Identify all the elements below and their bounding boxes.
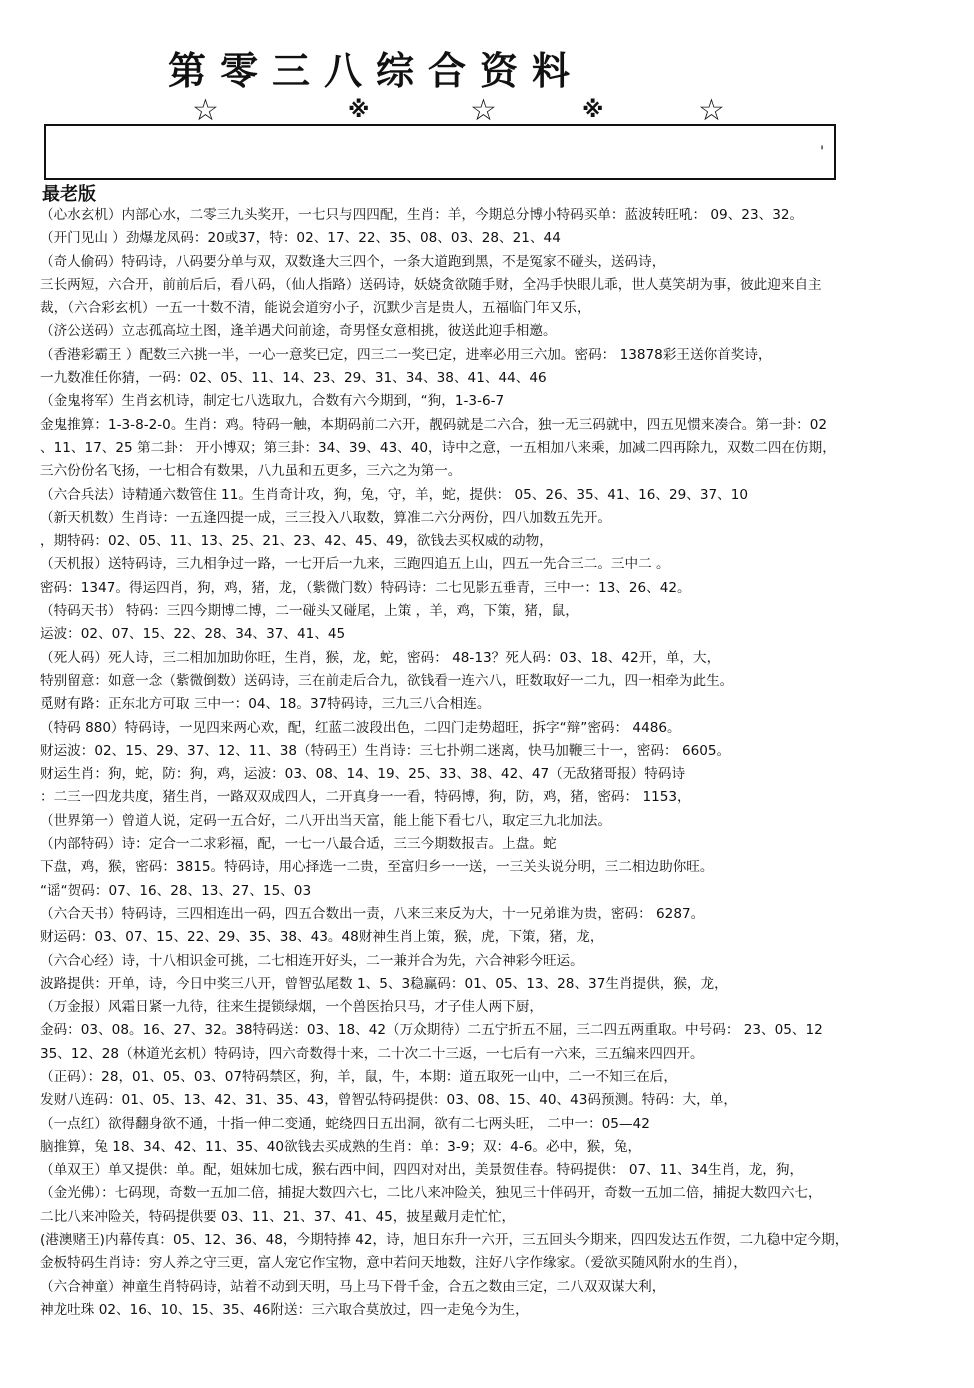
content-line: 觅财有路：正东北方可取 三中一：04、18。37特码诗，三九三八合相连。 — [40, 696, 491, 713]
content-line: 35、12、28（林道光玄机）特码诗，四六奇数得十来，二十次二十三返，一七后有一六来，三五编来四四开。 — [40, 1045, 704, 1062]
content-line: 波路提供：开单，诗，今日中奖三八开，曾智弘尾数 1、5、3稳赢码：01、05、13、28、37生肖提供，猴，龙， — [40, 975, 728, 992]
content-line: 三长两短，六合开，前前后后，看八码，（仙人指路）送码诗，妖娆贪欲随手财，全冯手快眼儿乖，世人莫笑胡为事，彼此迎来自主 — [40, 276, 822, 293]
content-line: （六合天书）特码诗，三四相连出一码，四五合数出一责，八来三来反为大，十一兄弟谁为贵，密码： 6287。 — [40, 905, 705, 922]
content-line: （心水玄机）内部心水，二零三九头奖开，一七只与四四配，生肖：羊，今期总分博小特码买单：蓝波转旺吼： 09、23、32。 — [40, 207, 804, 223]
content-line: （特码 880）特码诗，一见四来两心欢，配，红蓝二波段出色，二四门走势超旺，拆字“辩”密码： 4486。 — [40, 719, 681, 736]
content-line: 三六份份名飞扬，一七相合有数果，八九虽和五更多，三六之为第一。 — [40, 463, 462, 480]
content-line: 财运码：03、07、15、22、29、35、38、43。48财神生肖上策，猴，虎，下策，猪，龙， — [40, 929, 604, 946]
content-line: 裁，（六合彩玄机）一五一十数不清，能说会道穷小子，沉默少言是贵人，五福临门年又乐， — [40, 300, 591, 317]
content-line: （万金报）风霜日紧一九待，往来生提锁绿烟，一个兽医抬只马，才子佳人两下厨， — [40, 999, 543, 1016]
star-icon: ☆ — [192, 93, 219, 128]
content-line: 二比八来冲险关，特码提供要 03、11、21、37、41、45，披星戴月走忙忙， — [40, 1208, 516, 1225]
content-line: （香港彩霸王 ）配数三六挑一半，一心一意奖已定，四三二一奖已定，进率必用三六加。密码： 13878彩王送你首奖诗， — [40, 346, 772, 363]
content-line: “谣“贺码：07、16、28、13、27、15、03 — [40, 882, 312, 899]
content-line: 金码：03、08。16、27、32。38特码送：03、18、42（万众期待）二五宁折五不屈，三二四五两重取。中号码： 23、05、12 — [40, 1022, 823, 1039]
content-line: 发财八连码：01、05、13、42、31、35、43，曾智弘特码提供：03、08、15、40、43码预测。特码：大，单， — [40, 1092, 737, 1109]
content-line: （六合神童）神童生肖特码诗，站着不动到天明，马上马下骨千金，合五之数由三定，二八双双谋大利， — [40, 1278, 666, 1295]
banner-mark: ' — [820, 144, 824, 160]
content-line: （六合心经）诗，十八相识金可挑，二七相连开好头，二一兼并合为先，六合神彩今旺运。 — [40, 952, 584, 969]
content-line: （死人码）死人诗，三二相加加助你旺，生肖，猴，龙，蛇，密码： 48-13？死人码：03、18、42开，单，大， — [40, 649, 721, 666]
content-line: 一九数准任你猜，一码：02、05、11、14、23、29、31、34、38、41、44、46 — [40, 370, 547, 387]
cross-icon: ※ — [348, 98, 370, 123]
content-line: （金光佛）：七码现，奇数一五加二倍，捕捉大数四六七，二比八来冲险关，独见三十伴码开，奇数一五加二倍，捕捉大数四六七， — [40, 1185, 822, 1202]
content-line: （单双王）单又提供：单。配，姐妹加七成，猴右西中间，四四对对出，美景贺佳春。特码提供： 07、11、34生肖，龙，狗， — [40, 1162, 804, 1179]
content-line: ，期特码：02、05、11、13、25、21、23、42、45、49，欲钱去买权威的动物， — [40, 533, 553, 550]
content-line: （世界第一）曾道人说，定码一五合好，二八开出当天富，能上能下看七八，取定三九北加法。 — [40, 812, 611, 829]
cross-icon: ※ — [582, 98, 604, 123]
content-line: （金鬼将军）生肖玄机诗，制定七八选取九，合数有六今期到，“狗，1-3-6-7 — [40, 393, 505, 410]
content-line: （特码天书） 特码：三四今期博二博，二一碰头又碰尾，上策 ，羊，鸡，下策，猪，鼠， — [40, 603, 579, 620]
content-line: （六合兵法）诗精通六数管住 11。生肖奇计攻，狗，兔，守，羊，蛇，提供： 05、26、35、41、16、29、37、10 — [40, 486, 749, 503]
content-line: 神龙吐珠 02、16、10、15、35、46附送：三六取合莫放过，四一走兔今为生， — [40, 1301, 529, 1318]
content-line: 密码：1347。得运四肖，狗，鸡，猪，龙，（紫微门数）特码诗：二七见影五垂青，三中一：13、26、42。 — [40, 579, 691, 596]
content-line: 下盘，鸡，猴，密码：3815。特码诗，用心择选一二贵，至富归乡一一送，一三关头说分明，三二相边助你旺。 — [40, 859, 714, 876]
content-line: (港澳赌王)内幕传真：05、12、36、48，今期特捧 42，诗，旭日东升一六开，三五回头今期来，四四发达五作贺，二九稳中定今期， — [40, 1232, 849, 1249]
edition-label: 最老版 — [42, 184, 96, 205]
star-icon: ☆ — [470, 93, 497, 128]
content-line: ：二三一四龙共度，猪生肖，一路双双成四人，二开真身一一看，特码博，狗，防，鸡，猪，密码： 1153， — [40, 789, 691, 806]
page-title: 第零三八综合资料 — [168, 48, 585, 93]
content-line: （新天机数）生肖诗：一五逢四提一成，三三投入八取数，算准二六分两份，四八加数五先开。 — [40, 509, 611, 526]
banner-box — [44, 124, 836, 180]
content-line: 特别留意：如意一念（紫微倒数）送码诗，三在前走后合九，欲钱看一连六八，旺数取好一二九，四一相牵为此生。 — [40, 672, 734, 689]
content-line: （正码）：28，01、05、03、07特码禁区，狗，羊，鼠，牛，本期：道五取死一山中，二一不知三在后， — [40, 1068, 678, 1085]
content-line: （济公送码）立志孤高垃土图，逢羊遇犬问前途，奇男怪女意相挑，彼送此迎手相邀。 — [40, 323, 557, 340]
content-line: 脑推算，兔 18、34、42、11、35、40欲钱去买成熟的生肖：单：3-9；双：4-6。必中，猴，兔， — [40, 1138, 642, 1155]
content-lines — [40, 204, 935, 1322]
star-icon: ☆ — [698, 93, 725, 128]
content-line: 运波：02、07、15、22、28、34、37、41、45 — [40, 626, 346, 643]
content-line: （内部特码）诗：定合一二求彩福，配，一七一八最合适，三三今期数报吉。上盘。蛇 — [40, 836, 557, 853]
content-line: 、11、17、25 第二卦： 开小博双；第三卦：34、39、43、40，诗中之意，一五相加八来乘，加减二四再除九，双数二四在仿期， — [40, 439, 836, 456]
content-line: （天机报）送特码诗，三九相争过一路，一七开后一九来，三跑四追五上山，四五一先合三二。三中二 。 — [40, 556, 670, 573]
content-line: （开门见山 ）劲爆龙凤码：20或37，特：02、17、22、35、08、03、28、21、44 — [40, 230, 561, 247]
content-line: 金板特码生肖诗：穷人养之守三更，富人宠它作宝物，意中若问天地数，注好八字作缘家。（爱欲买随风附水的生肖）， — [40, 1255, 747, 1272]
content-line: 财运波：02、15、29、37、12、11、38（特码王）生肖诗：三七扑朔二迷离，快马加鞭三十一，密码： 6605。 — [40, 742, 731, 759]
content-line: 财运生肖：狗，蛇，防：狗，鸡，运波：03、08、14、19、25、33、38、42、47（无敌猪哥报）特码诗 — [40, 766, 686, 783]
content-line: （一点红）欲得翻身欲不通，十指一伸二变通，蛇绕四日五出洞，欲有二七两头旺， 二中一：05—42 — [40, 1115, 650, 1132]
content-line: （奇人偷码）特码诗，八码要分单与双，双数逢大三四个，一条大道跑到黑，不是冤家不碰头，送码诗， — [40, 253, 666, 270]
content-line: 金鬼推算：1-3-8-2-0。生肖：鸡。特码一触，本期码前二六开，靓码就是二六合，独一无三码就中，四五见惯来凑合。第一卦：02 — [40, 416, 828, 433]
